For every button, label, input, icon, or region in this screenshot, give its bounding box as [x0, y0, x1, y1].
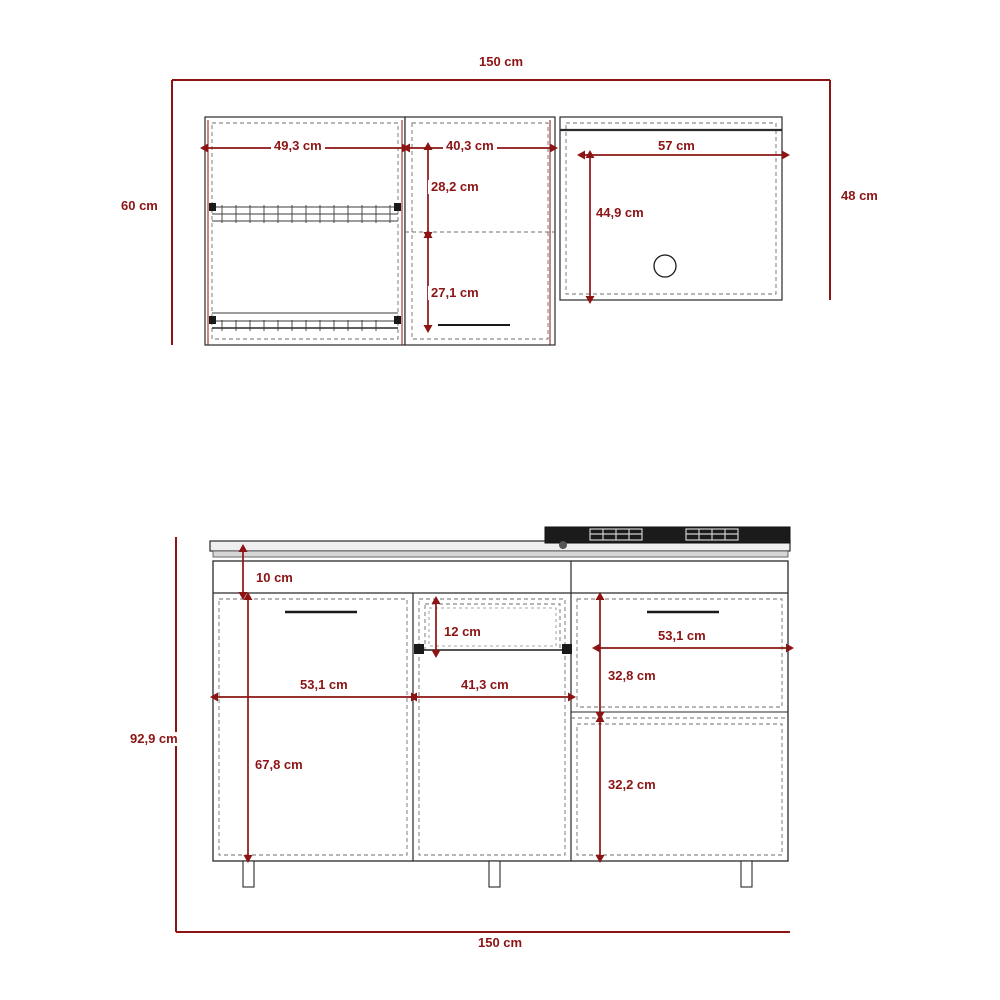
dim-upper-right-door-width: 57 cm — [655, 139, 698, 153]
dim-base-left-door-width: 53,1 cm — [297, 678, 351, 692]
dim-base-top-drawer-height: 10 cm — [253, 571, 296, 585]
base-cabinet-drawing — [176, 527, 790, 932]
dim-base-middle-door-width: 41,3 cm — [458, 678, 512, 692]
dim-base-middle-drawer-height: 12 cm — [441, 625, 484, 639]
dim-upper-left-height: 60 cm — [118, 199, 161, 213]
dim-base-right-upper-height: 32,8 cm — [605, 669, 659, 683]
dim-upper-total-width: 150 cm — [476, 55, 526, 69]
dim-base-right-door-width: 53,1 cm — [655, 629, 709, 643]
dim-upper-right-inner-height: 44,9 cm — [593, 206, 647, 220]
dim-upper-middle-bottom-height: 27,1 cm — [428, 286, 482, 300]
dim-upper-left-door-width: 49,3 cm — [271, 139, 325, 153]
dim-upper-middle-door-width: 40,3 cm — [443, 139, 497, 153]
dim-base-right-lower-height: 32,2 cm — [605, 778, 659, 792]
dim-upper-right-height: 48 cm — [838, 189, 881, 203]
dim-base-left-door-height: 67,8 cm — [252, 758, 306, 772]
dim-base-total-height: 92,9 cm — [127, 732, 181, 746]
dim-base-total-width: 150 cm — [475, 936, 525, 950]
dim-upper-middle-top-height: 28,2 cm — [428, 180, 482, 194]
upper-cabinet-drawing — [172, 67, 830, 345]
